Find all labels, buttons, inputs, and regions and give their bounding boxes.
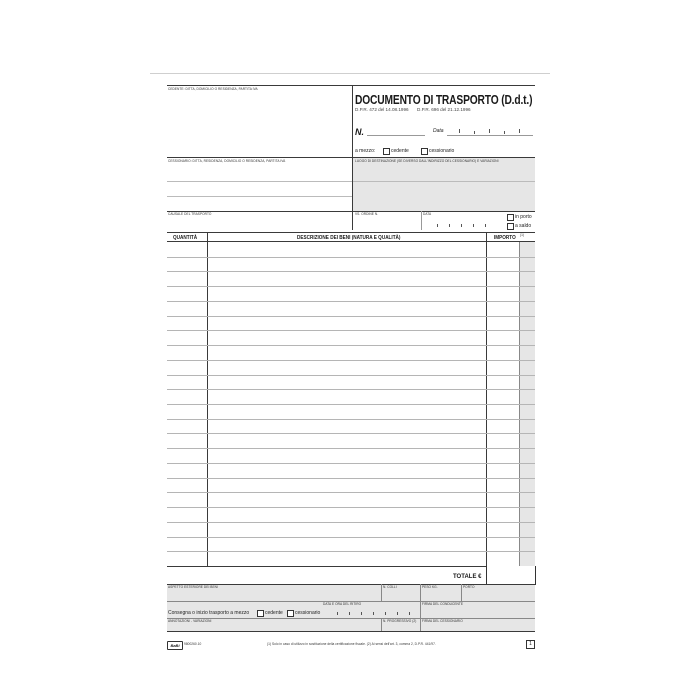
total-label: TOTALE € — [453, 574, 482, 580]
footer-cessionario-checkbox[interactable] — [287, 610, 294, 617]
brand-logo: BaBi — [167, 641, 183, 650]
col-quantity-header: QUANTITÀ — [173, 235, 198, 241]
porto-label: PORTO — [463, 585, 475, 589]
cessionario-checkbox[interactable] — [421, 148, 428, 155]
cedente-checkbox[interactable] — [383, 148, 390, 155]
annotations-label: ANNOTAZIONI - VARIAZIONI — [168, 619, 212, 623]
table-row-line — [167, 463, 535, 464]
table-row-line — [167, 257, 535, 258]
order-date-label: DATA — [423, 212, 432, 216]
table-row-line — [167, 433, 535, 434]
number-label: N. — [355, 127, 364, 137]
cessionario-label: CESSIONARIO: DITTA, RESIDENZA, DOMICILIO O RESIDENZA, PARTITA IVA — [168, 159, 286, 163]
decree-1: D.P.R. 472 del 14.08.1996 — [355, 107, 409, 112]
porto-franco-label: in porto — [515, 214, 532, 220]
form-code: 9800260.10 — [184, 642, 202, 646]
table-row-line — [167, 551, 535, 552]
table-row-line — [167, 537, 535, 538]
table-row-line — [167, 507, 535, 508]
table-row-line — [167, 271, 535, 272]
footer-cedente-checkbox[interactable] — [257, 610, 264, 617]
table-row-line — [167, 448, 535, 449]
table-row-line — [167, 389, 535, 390]
aspetto-label: ASPETTO ESTERIORE DEI BENI — [168, 585, 218, 589]
porto-assegnato-checkbox[interactable] — [507, 223, 514, 230]
footer-cedente-label: cedente — [265, 610, 283, 616]
causale-label: CAUSALE DEL TRASPORTO — [168, 212, 212, 216]
table-row-line — [167, 375, 535, 376]
col-description-header: DESCRIZIONE DEI BENI (NATURA E QUALITÀ) — [297, 235, 401, 241]
total-amount-field[interactable] — [486, 566, 536, 585]
progressive-number-label: N. PROGRESSIVO (2) — [383, 619, 417, 623]
table-row-line — [167, 492, 535, 493]
table-row-line — [167, 522, 535, 523]
table-row-line — [167, 478, 535, 479]
cessionario-option-label: cessionario — [429, 148, 455, 154]
peso-label: PESO KG. — [422, 585, 438, 589]
order-number-label: VS. ORDINE N. — [355, 212, 379, 216]
table-row-line — [167, 316, 535, 317]
table-row-line — [167, 404, 535, 405]
amount-footnote-marker: (1) — [520, 233, 525, 237]
footnotes: (1) Solo in caso di utilizzo in sostituzione della certificazione fiscale. (2) Ai sensi dell'art. 3, comma 2, D.P.R. 441/97. — [267, 642, 436, 646]
means-label: a mezzo: — [355, 148, 376, 154]
destination-label: LUOGO DI DESTINAZIONE (SE DIVERSO DALL'INDIRIZZO DEL CESSIONARIO) E VARIAZIONI — [355, 159, 499, 163]
porto-franco-checkbox[interactable] — [507, 214, 514, 221]
driver-signature-label: FIRMA DEL CONDUCENTE — [422, 602, 464, 606]
date-field[interactable] — [447, 135, 533, 136]
footer-area — [167, 585, 535, 631]
table-row-line — [167, 286, 535, 287]
cedente-label: CEDENTE: DITTA, DOMICILIO O RESIDENZA, PARTITA IVA — [168, 87, 258, 91]
document-title: DOCUMENTO DI TRASPORTO (D.d.t.) — [355, 93, 533, 107]
table-row-line — [167, 360, 535, 361]
col-amount-header: IMPORTO — [494, 235, 516, 241]
number-field[interactable] — [367, 135, 425, 136]
table-row-line — [167, 330, 535, 331]
ddt-form — [167, 85, 535, 648]
table-row-line — [167, 419, 535, 420]
decree-2: D.P.R. 696 del 21.12.1996 — [417, 107, 471, 112]
table-row-line — [167, 345, 535, 346]
date-label: Data — [433, 128, 444, 134]
pickup-datetime-label: DATA E ORA DEL RITIRO — [323, 602, 362, 606]
footer-cessionario-label: cessionario — [295, 610, 321, 616]
table-row-line — [167, 301, 535, 302]
porto-assegnato-label: a saldo — [515, 223, 532, 229]
copy-number: 1 — [526, 640, 535, 649]
cedente-option-label: cedente — [391, 148, 409, 154]
recipient-signature-label: FIRMA DEL CESSIONARIO — [422, 619, 463, 623]
colli-label: N. COLLI — [383, 585, 397, 589]
delivery-means-label: Consegna o inizio trasporto a mezzo — [168, 610, 250, 616]
destination-area[interactable] — [353, 158, 535, 211]
